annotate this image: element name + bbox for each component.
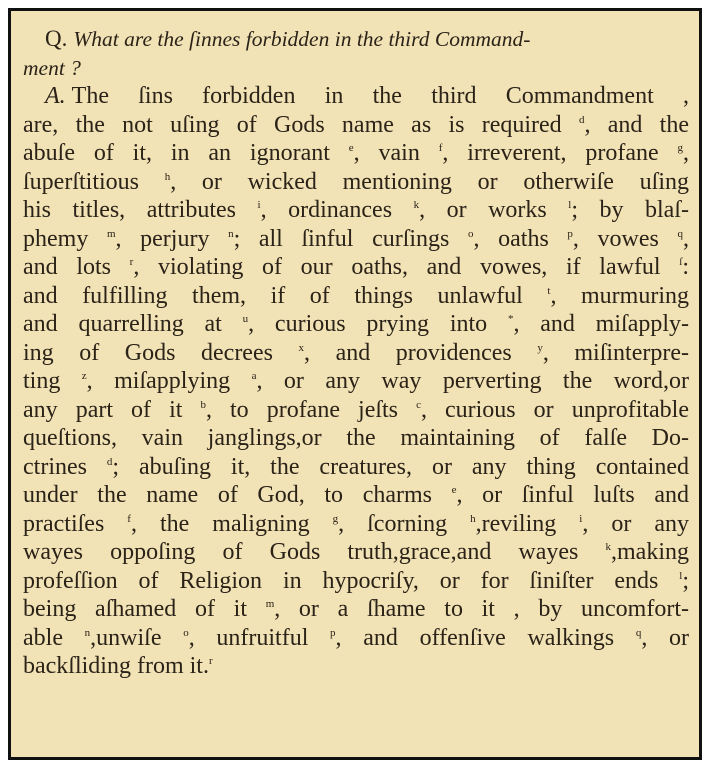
footnote-marker: g <box>677 142 683 154</box>
footnote-marker: z <box>81 370 87 382</box>
answer-text: are, the not uſing of Gods name as is required <box>23 111 579 138</box>
answer-text: , <box>683 225 689 252</box>
answer-text: , vowes <box>572 225 678 252</box>
answer-line <box>23 111 689 140</box>
answer-text: backſliding from it. <box>23 653 209 679</box>
answer-text: The ſins forbidden in the third Commandment , <box>71 83 689 109</box>
answer-text: , miſinterpre- <box>542 339 689 366</box>
answer-text: phemy <box>23 225 107 252</box>
question-line-2 <box>23 54 689 83</box>
answer-line <box>23 82 689 111</box>
answer-text: , and offenſive walkings <box>335 624 636 651</box>
answer-text: , or any <box>582 510 689 537</box>
answer-line <box>23 424 689 453</box>
answer-text: ctrines <box>23 453 107 480</box>
footnote-marker: e <box>451 484 457 496</box>
answer-text: ,making <box>611 539 689 565</box>
answer-text: ting <box>23 368 82 394</box>
answer-line <box>23 481 689 510</box>
answer-text: , and miſapply- <box>513 311 689 337</box>
footnote-marker: q <box>677 227 683 240</box>
question-text-continued: ment ? <box>23 55 81 80</box>
footnote-marker: e <box>348 142 354 154</box>
footnote-marker: t <box>547 284 551 297</box>
answer-text: , and the <box>584 111 689 138</box>
answer-text: ing of Gods decrees <box>23 339 299 366</box>
footnote-marker: u <box>242 313 249 325</box>
answer-text: practiſes <box>23 510 128 537</box>
answer-line <box>23 168 689 197</box>
footnote-marker: m <box>265 598 275 610</box>
answer-text: , vain <box>353 140 439 166</box>
footnote-marker: n <box>84 626 91 639</box>
footnote-marker: p <box>330 626 336 639</box>
answer-text: wayes oppoſing of Gods truth,grace,and wayes <box>23 539 606 565</box>
footnote-marker: d <box>106 455 113 468</box>
answer-text: , irreverent, profane <box>442 140 678 166</box>
answer-text: , miſapplying <box>86 368 252 394</box>
footnote-marker: h <box>470 512 476 525</box>
question-line-1 <box>23 25 689 54</box>
answer-text: abuſe of it, in an ignorant <box>23 140 349 166</box>
answer-text: , or any way perverting the word,or <box>256 368 689 394</box>
footnote-marker: x <box>298 341 305 354</box>
page-text-block <box>23 25 689 681</box>
footnote-marker: a <box>251 370 257 382</box>
answer-text: ; <box>682 567 689 594</box>
answer-text: able <box>23 624 85 651</box>
scanned-page <box>8 8 702 760</box>
answer-text: , or <box>641 624 689 651</box>
footnote-marker: d <box>578 113 585 126</box>
answer-label: A. <box>45 83 66 109</box>
answer-text: ,unwiſe <box>90 624 184 651</box>
footnote-marker: k <box>605 541 611 553</box>
answer-text: , or a ſhame to it , by uncomfort- <box>274 596 689 622</box>
answer-text: profeſſion of Religion in hypocriſy, or for ſiniſter ends <box>23 567 680 594</box>
answer-text: ; abuſing it, the creatures, or any thing contained <box>112 453 689 480</box>
answer-text: ſuperſtitious <box>23 168 165 195</box>
answer-text: , murmuring <box>550 282 689 309</box>
footnote-marker: l <box>679 569 683 582</box>
answer-text: , <box>683 140 689 166</box>
answer-text: ,reviling <box>475 510 580 537</box>
answer-line <box>23 339 689 368</box>
answer-text: , or works <box>419 197 569 223</box>
footnote-marker: o <box>183 626 189 639</box>
answer-text: under the name of God, to charms <box>23 482 452 508</box>
answer-line <box>23 367 689 396</box>
footnote-marker: l <box>568 199 572 211</box>
answer-line <box>23 652 689 681</box>
answer-text: , the maligning <box>130 510 333 537</box>
answer-line <box>23 139 689 168</box>
footnote-marker: f <box>127 512 131 525</box>
footnote-marker: n <box>228 227 234 240</box>
footnote-marker: c <box>416 398 421 411</box>
footnote-marker: i <box>257 199 261 211</box>
footnote-marker: o <box>468 227 474 240</box>
answer-text: , curious or unprofitable <box>420 396 689 423</box>
answer-text: any part of it <box>23 396 201 423</box>
answer-line <box>23 567 689 596</box>
question-text: What are the ſinnes forbidden in the third Command- <box>73 27 531 51</box>
answer-text: , unfruitful <box>188 624 331 651</box>
footnote-marker: i <box>579 512 583 525</box>
answer-text: ; by blaſ- <box>571 197 689 223</box>
answer-line <box>23 595 689 624</box>
answer-line <box>23 453 689 482</box>
footnote-marker: ſ <box>679 256 683 268</box>
question-label: Q. <box>45 26 68 51</box>
footnote-marker: r <box>208 655 213 667</box>
answer-text: and quarrelling at <box>23 311 243 337</box>
answer-text: , ordinances <box>260 197 414 223</box>
answer-text: his titles, attributes <box>23 197 258 223</box>
footnote-marker: m <box>106 227 116 240</box>
answer-text: , or ſinful luſts and <box>456 482 689 508</box>
answer-text: queſtions, vain janglings,or the maintaining of falſe Do- <box>23 425 689 451</box>
footnote-marker: * <box>507 313 514 325</box>
footnote-marker: h <box>164 170 171 183</box>
answer-text: , and providences <box>304 339 538 366</box>
answer-text: ; all ſinful curſings <box>233 225 469 252</box>
answer-text: and fulfilling them, if of things unlawful <box>23 282 548 309</box>
answer-line <box>23 624 689 653</box>
answer-line <box>23 396 689 425</box>
answer-text: , to profane jeſts <box>205 396 417 423</box>
answer-line <box>23 310 689 339</box>
answer-text: , curious prying into <box>248 311 508 337</box>
footnote-marker: b <box>200 398 206 411</box>
answer-text: , ſcorning <box>338 510 471 537</box>
answer-text: , oaths <box>473 225 568 252</box>
answer-text: : <box>682 254 689 280</box>
footnote-marker: g <box>332 512 339 525</box>
answer-text: , violating of our oaths, and vowes, if lawful <box>133 254 680 280</box>
answer-line <box>23 196 689 225</box>
footnote-marker: p <box>567 227 573 240</box>
answer-text: and lots <box>23 254 130 280</box>
footnote-marker: k <box>413 199 420 211</box>
footnote-marker: q <box>635 626 642 639</box>
answer-line <box>23 253 689 282</box>
answer-line <box>23 225 689 254</box>
answer-paragraph <box>23 82 689 681</box>
answer-line <box>23 538 689 567</box>
answer-text: being aſhamed of it <box>23 596 266 622</box>
answer-text: , perjury <box>115 225 229 252</box>
answer-line <box>23 282 689 311</box>
answer-text: , or wicked mentioning or otherwiſe uſing <box>170 168 689 195</box>
answer-line <box>23 510 689 539</box>
footnote-marker: f <box>438 142 443 154</box>
footnote-marker: r <box>129 256 134 268</box>
footnote-marker: y <box>537 341 543 354</box>
